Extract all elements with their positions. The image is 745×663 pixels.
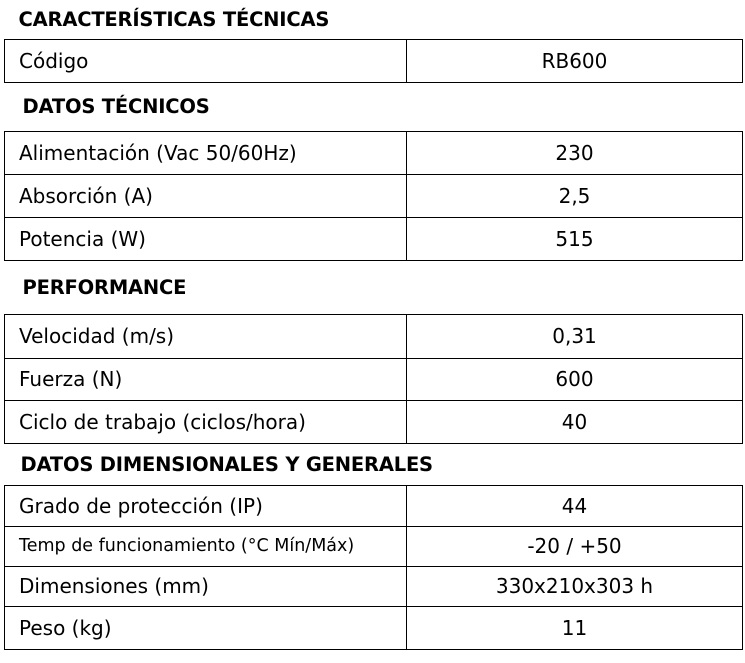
section-header-main: [5, 0, 743, 39]
row-value: 11: [407, 606, 743, 649]
table-row: [5, 217, 743, 260]
table-row: [5, 174, 743, 217]
table-title: CARACTERÍSTICAS TÉCNICAS: [5, 0, 743, 39]
row-label: Peso (kg): [5, 606, 407, 649]
row-value: 2,5: [407, 174, 743, 217]
row-label: Ciclo de trabajo (ciclos/hora): [5, 400, 407, 443]
row-label: Absorción (A): [5, 174, 407, 217]
row-value: 44: [407, 485, 743, 526]
table-row: [5, 606, 743, 649]
row-label: Dimensiones (mm): [5, 566, 407, 606]
section-header-dimensionales: [5, 443, 743, 485]
table-row: [5, 314, 743, 358]
table-row: [5, 400, 743, 443]
spec-table: [4, 0, 743, 650]
section-title: DATOS DIMENSIONALES Y GENERALES: [5, 443, 743, 485]
section-header-performance: [5, 260, 743, 314]
table-row: [5, 526, 743, 566]
table-row: [5, 485, 743, 526]
row-value: 40: [407, 400, 743, 443]
table-row: [5, 566, 743, 606]
row-label: Alimentación (Vac 50/60Hz): [5, 131, 407, 174]
row-value: 0,31: [407, 314, 743, 358]
table-row-code: [5, 39, 743, 82]
row-value: 600: [407, 358, 743, 400]
section-title: DATOS TÉCNICOS: [5, 82, 743, 131]
row-value: 515: [407, 217, 743, 260]
row-label-code: Código: [5, 39, 407, 82]
row-value: 330x210x303 h: [407, 566, 743, 606]
table-row: [5, 131, 743, 174]
row-value: 230: [407, 131, 743, 174]
row-value: -20 / +50: [407, 526, 743, 566]
row-label: Grado de protección (IP): [5, 485, 407, 526]
row-label: Temp de funcionamiento (°C Mín/Máx): [5, 526, 407, 566]
section-title: PERFORMANCE: [5, 260, 743, 314]
section-header-datos-tecnicos: [5, 82, 743, 131]
row-label: Potencia (W): [5, 217, 407, 260]
row-label: Fuerza (N): [5, 358, 407, 400]
row-label: Velocidad (m/s): [5, 314, 407, 358]
row-value-code: RB600: [407, 39, 743, 82]
table-row: [5, 358, 743, 400]
